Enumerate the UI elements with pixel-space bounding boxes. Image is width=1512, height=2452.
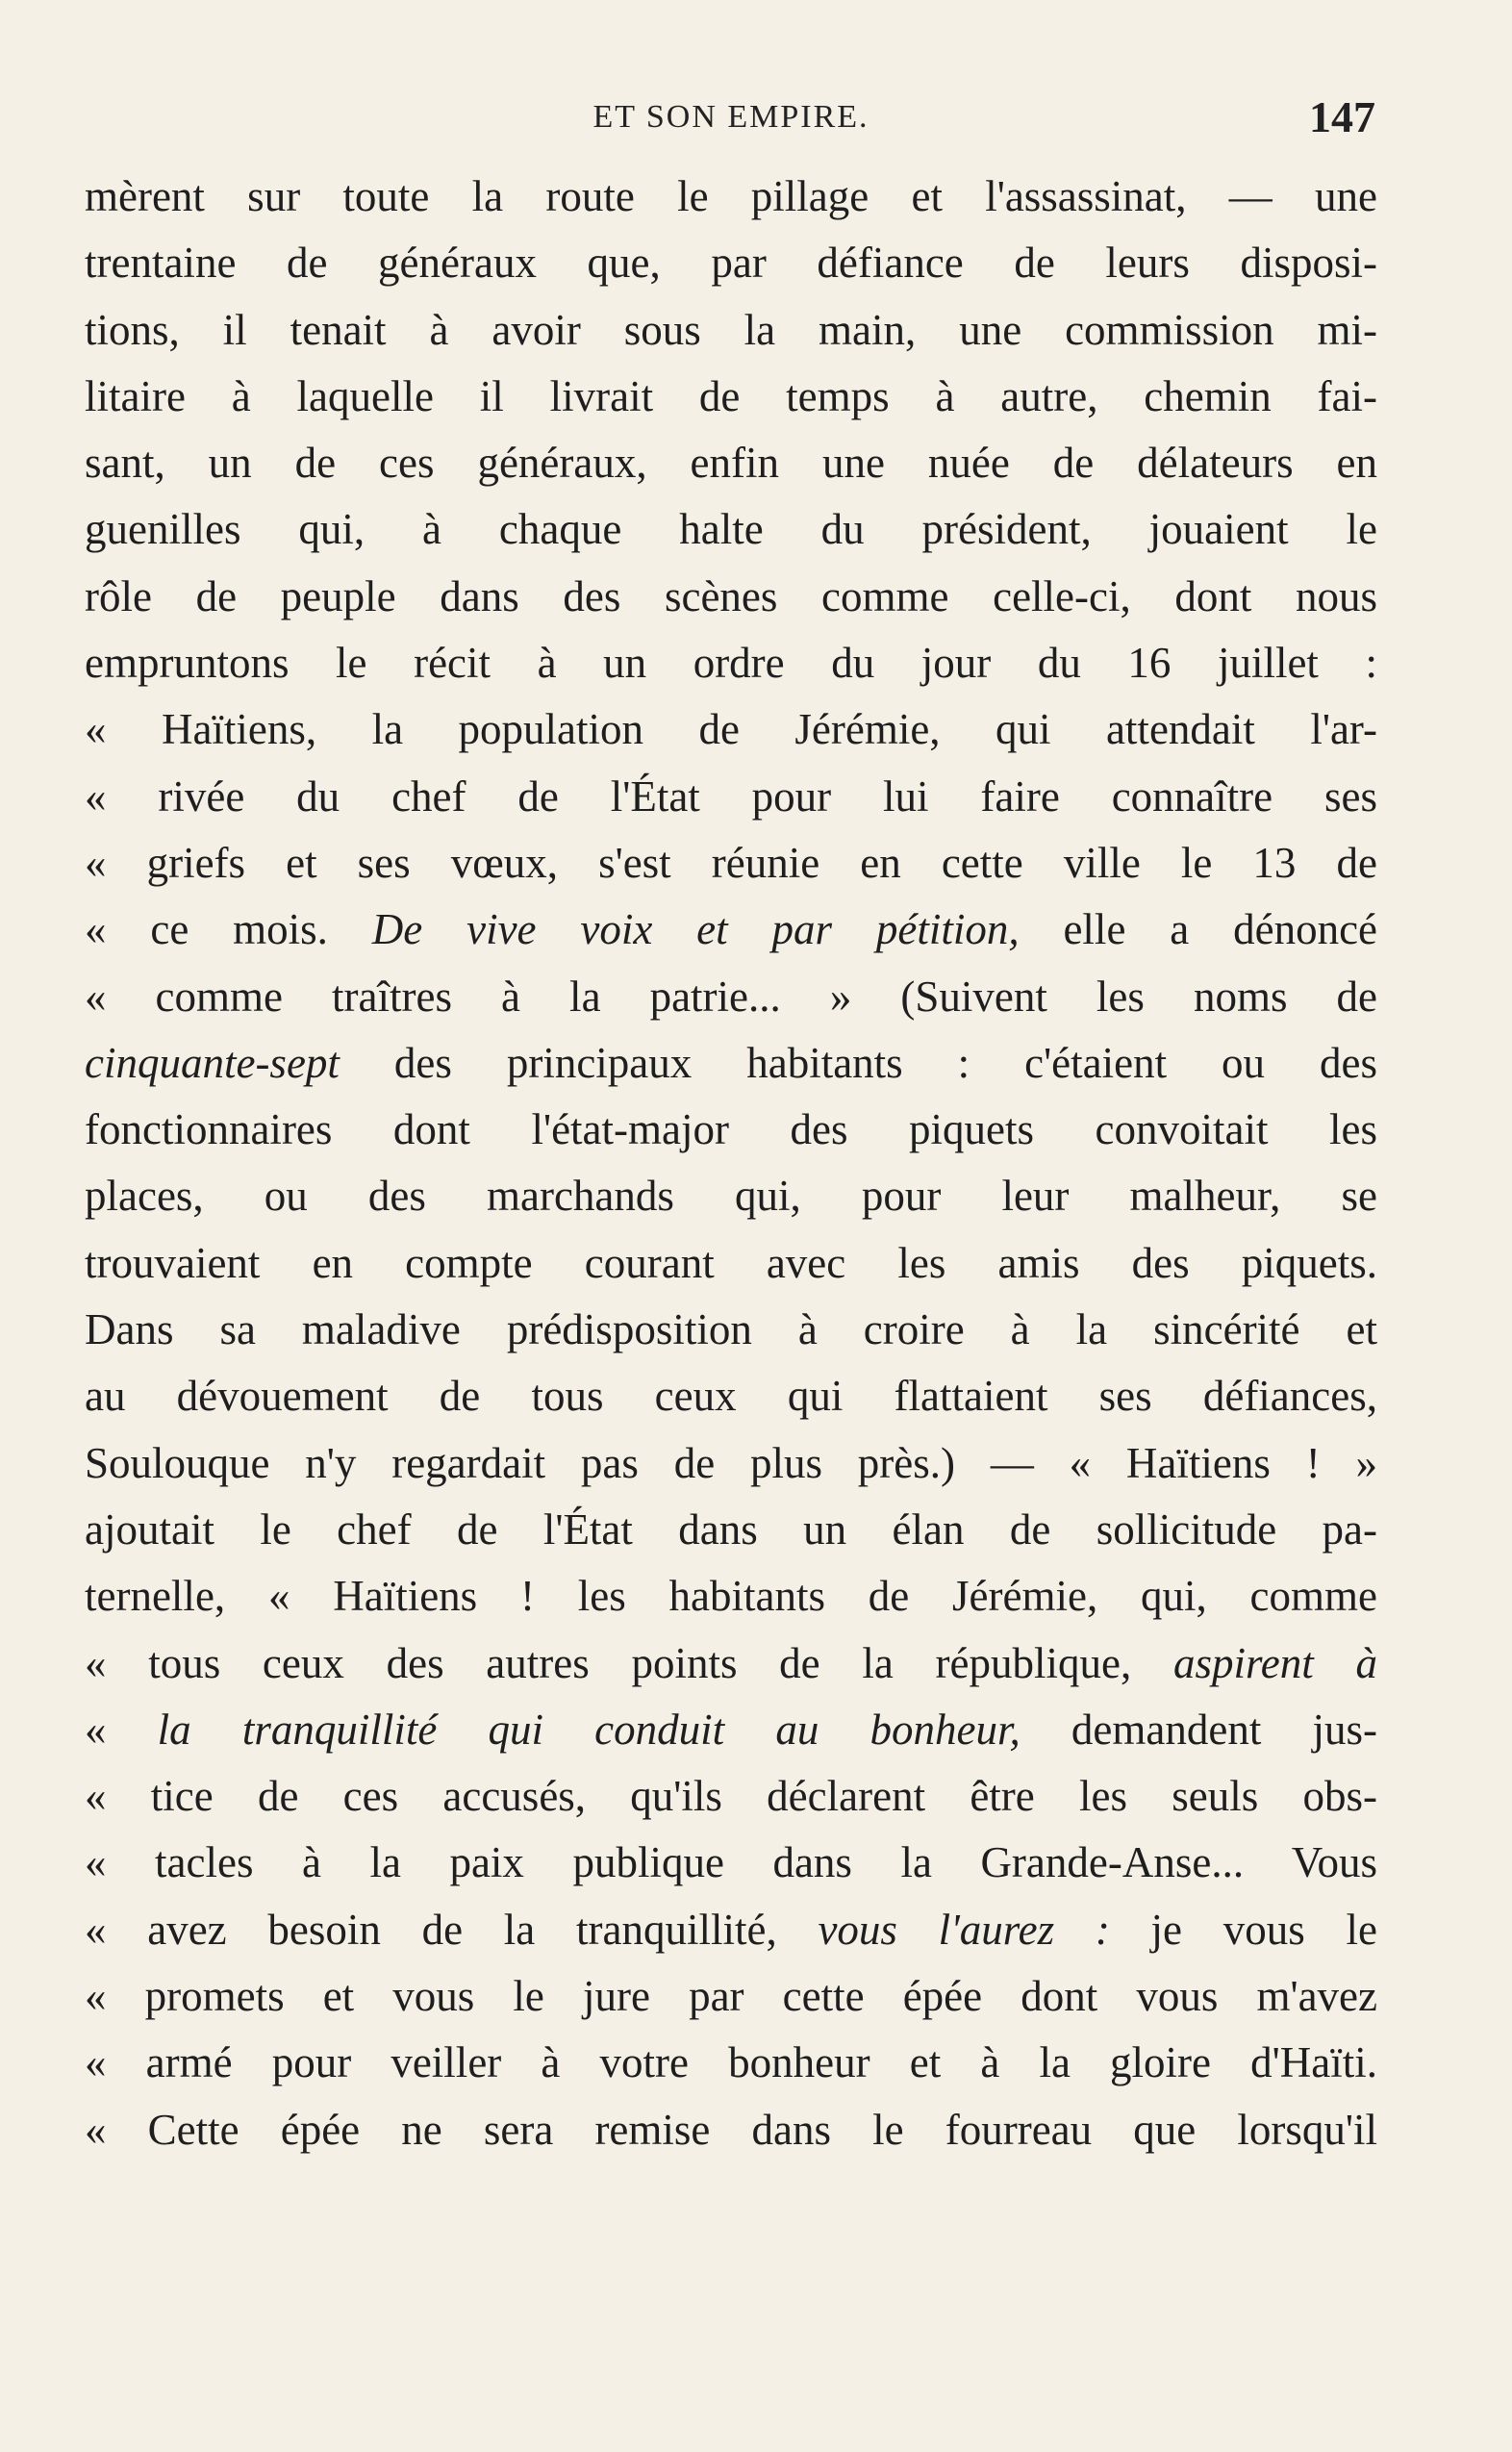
text-line: [85, 830, 1377, 897]
italic-text: la tranquillité qui conduit au bonheur,: [157, 1705, 1021, 1754]
text-segment: je vous le: [1109, 1905, 1377, 1954]
text-line: [85, 230, 1377, 296]
text-segment: « tice de ces accusés, qu'ils déclarent être les seuls obs-: [85, 1772, 1377, 1821]
text-line: [85, 496, 1377, 563]
text-segment: elle a dénoncé: [1019, 905, 1378, 954]
text-segment: fonctionnaires dont l'état-major des piquets convoitait les: [85, 1105, 1377, 1154]
text-segment: « griefs et ses vœux, s'est réunie en cette ville le 13 de: [85, 838, 1377, 887]
text-segment: « armé pour veiller à votre bonheur et à la gloire d'Haïti.: [85, 2038, 1377, 2087]
italic-text: vous l'aurez :: [818, 1905, 1110, 1954]
text-line: [85, 364, 1377, 430]
text-line: [85, 164, 1377, 230]
text-segment: des principaux habitants : c'étaient ou des: [339, 1038, 1377, 1087]
text-line: [85, 2097, 1377, 2163]
text-segment: « ce mois.: [85, 905, 372, 954]
text-line: [85, 1830, 1377, 1896]
text-segment: rôle de peuple dans des scènes comme celle-ci, dont nous: [85, 571, 1377, 620]
text-segment: « avez besoin de la tranquillité,: [85, 1905, 819, 1954]
text-segment: guenilles qui, à chaque halte du président, jouaient le: [85, 505, 1377, 554]
text-segment: « Cette épée ne sera remise dans le fourreau que lorsqu'il: [85, 2105, 1377, 2154]
page-number: 147: [1309, 92, 1375, 141]
text-line: [85, 1963, 1377, 2030]
text-segment: Dans sa maladive prédisposition à croire à la sincérité et: [85, 1305, 1377, 1354]
text-segment: au dévouement de tous ceux qui flattaient ses défiances,: [85, 1372, 1377, 1421]
text-line: [85, 1230, 1377, 1297]
text-segment: « promets et vous le jure par cette épée dont vous m'avez: [85, 1972, 1377, 2021]
text-segment: litaire à laquelle il livrait de temps à autre, chemin fai-: [85, 371, 1377, 420]
text-line: [85, 297, 1377, 364]
text-line: [85, 764, 1377, 830]
text-segment: «: [85, 1705, 158, 1754]
text-segment: Soulouque n'y regardait pas de plus près.) — « Haïtiens ! »: [85, 1438, 1377, 1487]
text-segment: « tacles à la paix publique dans la Grande-Anse... Vous: [85, 1838, 1377, 1887]
text-line: [85, 897, 1377, 963]
text-line: [85, 1497, 1377, 1563]
text-line: [85, 1297, 1377, 1363]
text-segment: ajoutait le chef de l'État dans un élan de sollicitude pa-: [85, 1504, 1377, 1554]
text-segment: trouvaient en compte courant avec les amis des piquets.: [85, 1238, 1377, 1287]
text-segment: demandent jus-: [1020, 1705, 1377, 1754]
text-line: [85, 2030, 1377, 2096]
text-line: [85, 1363, 1377, 1429]
text-segment: « Haïtiens, la population de Jérémie, qui attendait l'ar-: [85, 705, 1377, 754]
text-line: [85, 964, 1377, 1030]
text-line: [85, 1897, 1377, 1963]
body-text: [85, 164, 1377, 2163]
italic-text: aspirent à: [1172, 1638, 1377, 1687]
text-line: [85, 1430, 1377, 1497]
text-line: [85, 430, 1377, 496]
italic-text: De vive voix et par pétition,: [371, 905, 1020, 954]
text-line: [85, 696, 1377, 763]
text-line: [85, 1697, 1377, 1763]
text-segment: tions, il tenait à avoir sous la main, une commission mi-: [85, 305, 1377, 354]
text-segment: trentaine de généraux que, par défiance de leurs disposi-: [85, 239, 1377, 288]
text-line: [85, 1630, 1377, 1697]
page-header: [87, 91, 1375, 149]
italic-text: cinquante-sept: [85, 1038, 340, 1087]
text-segment: « rivée du chef de l'État pour lui faire connaître ses: [85, 771, 1377, 821]
text-segment: ternelle, « Haïtiens ! les habitants de Jérémie, qui, comme: [85, 1572, 1377, 1621]
text-line: [85, 1763, 1377, 1830]
text-line: [85, 1163, 1377, 1229]
text-line: [85, 1030, 1377, 1097]
text-segment: « tous ceux des autres points de la république,: [85, 1638, 1173, 1687]
text-segment: « comme traîtres à la patrie... » (Suivent les noms de: [85, 972, 1377, 1021]
text-segment: mèrent sur toute la route le pillage et l'assassinat, — une: [85, 172, 1377, 220]
text-segment: empruntons le récit à un ordre du jour du 16 juillet :: [85, 639, 1377, 688]
text-segment: sant, un de ces généraux, enfin une nuée de délateurs en: [85, 439, 1377, 488]
text-segment: places, ou des marchands qui, pour leur malheur, se: [85, 1172, 1377, 1221]
text-line: [85, 1563, 1377, 1630]
running-head: ET SON EMPIRE.: [592, 99, 869, 135]
text-line: [85, 564, 1377, 630]
text-line: [85, 1097, 1377, 1163]
text-line: [85, 630, 1377, 696]
